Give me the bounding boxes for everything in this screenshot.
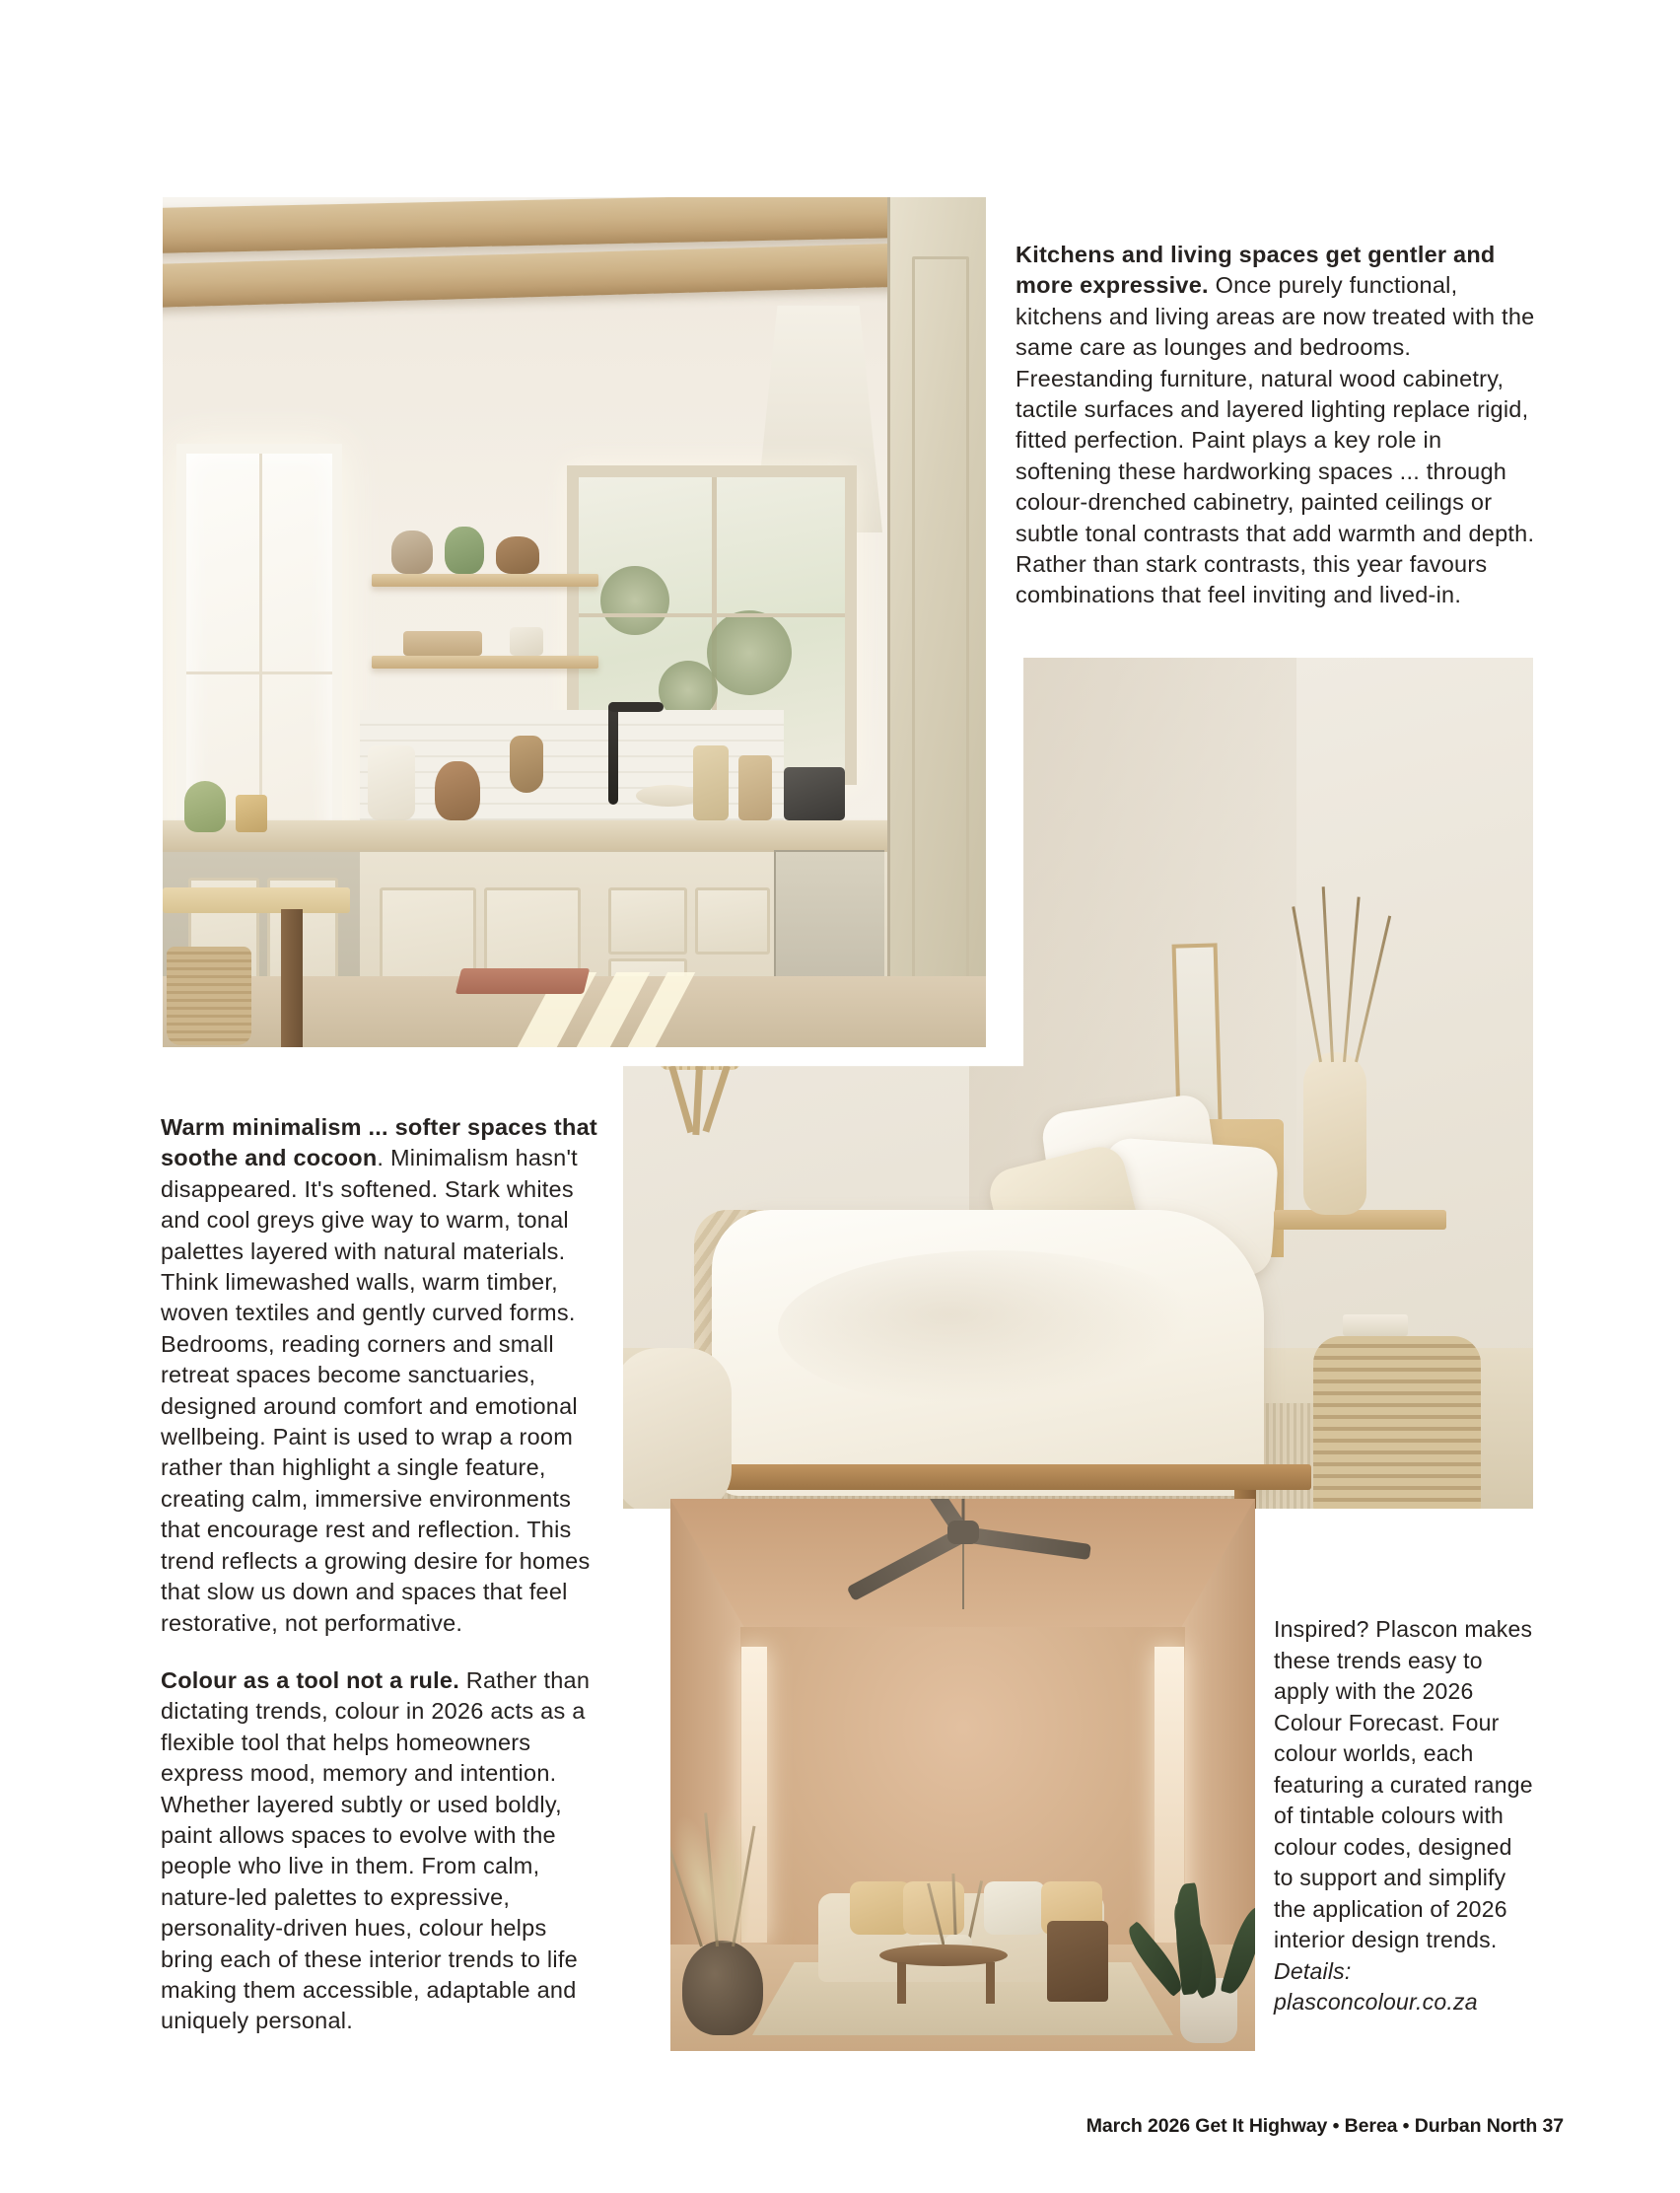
side-stool: [1047, 1921, 1108, 2002]
shelf-pot: [496, 536, 539, 574]
kitchen-shelf: [372, 574, 598, 587]
details-url[interactable]: plasconcolour.co.za: [1274, 1989, 1478, 2015]
lead-in-warm-minimalism: Warm minimalism ... softer spaces that soothe and cocoon: [161, 1114, 597, 1171]
body-kitchens: Once purely functional, kitchens and living areas are now treated with the same care as lounges and bedrooms. Freestanding furniture, natural wood cabinetry, tactile surfaces and layered lighting replace rigid, fitted perfection. Paint plays a key role in softening these hardworking spaces ... through colour-drenched cabinetry, painted ceilings or subtle tonal contrasts that add warmth and depth. Rather than stark contrasts, this year favours combinations that feel inviting and lived-in.: [1015, 272, 1535, 608]
paragraph-inspired: [1274, 1614, 1534, 2018]
nightstand-shelf: [1274, 1210, 1446, 1230]
details-label: Details:: [1274, 1957, 1352, 1984]
bed-frame: [680, 1464, 1311, 1490]
body-inspired: Inspired? Plascon makes these trends easy to apply with the 2026 Colour Forecast. Four colour worlds, each featuring a curated range of tintable colours with colour codes, designed to support and simplify the application of 2026 interior design trends.: [1274, 1616, 1533, 1952]
knife-block: [738, 755, 772, 820]
floor-vase-large: [682, 1941, 763, 2035]
kitchen-rug: [455, 968, 590, 994]
shelf-jar: [510, 627, 543, 656]
counter-jug: [435, 761, 480, 820]
counter-jar: [236, 795, 267, 832]
window-foliage: [707, 610, 792, 695]
table-leg: [281, 909, 303, 1047]
ceiling-fan-pull-chain: [962, 1544, 964, 1609]
table-leg: [986, 1962, 995, 2004]
page-footer: March 2026 Get It Highway • Berea • Durban North 37: [1085, 2115, 1564, 2137]
kitchen-faucet: [608, 702, 618, 805]
table-leg: [897, 1962, 906, 2004]
cabinet-drawer: [608, 887, 687, 955]
counter-vase: [368, 745, 415, 820]
utensil-crock: [693, 745, 729, 820]
ceiling-fan-hub: [947, 1521, 979, 1544]
paragraph-kitchens: [1015, 240, 1535, 611]
cabinet-drawer: [695, 887, 770, 955]
cutting-board: [510, 736, 543, 793]
stacked-books: [1343, 1314, 1408, 1336]
sidebar-inspired-plascon: [1274, 1614, 1534, 2018]
shelf-plant: [445, 527, 484, 574]
paragraph-warm-minimalism: [161, 1112, 604, 1639]
body-colour-tool: Rather than dictating trends, colour in 2026 acts as a flexible tool that helps homeowners express mood, memory and intention. Whether layered subtly or used boldly, paint allows spaces to evolve with the people who live in them. From calm, nature-led palettes to expressive, personality-driven hues, colour helps bring each of these interior trends to life making them accessible, adaptable and uniquely personal.: [161, 1666, 591, 2034]
toaster: [784, 767, 845, 820]
lead-in-kitchens: Kitchens and living spaces get gentler and more expressive.: [1015, 242, 1496, 299]
photo-kitchen: [163, 197, 986, 1047]
shelf-pot: [391, 531, 433, 574]
floor-vase: [1303, 1052, 1366, 1215]
sofa-cushion: [984, 1881, 1045, 1935]
duvet: [712, 1210, 1264, 1496]
lead-in-colour-tool: Colour as a tool not a rule.: [161, 1666, 459, 1693]
woven-basket-side: [1313, 1336, 1481, 1509]
photo-living-room: [670, 1499, 1255, 2051]
sofa-cushion: [850, 1881, 911, 1935]
round-pouf: [623, 1348, 732, 1509]
counter-bowl: [636, 785, 701, 807]
article-kitchens-spaces: [1015, 240, 1535, 611]
window-plant: [184, 781, 226, 832]
paragraph-colour-tool: [161, 1665, 604, 2037]
article-warm-minimalism: [161, 1112, 604, 2037]
kitchen-table: [163, 887, 350, 913]
window-foliage: [600, 566, 669, 635]
kitchen-shelf: [372, 656, 598, 669]
kitchen-tall-cabinet: [887, 197, 986, 1047]
kitchen-countertop: [163, 820, 986, 850]
faucet-spout: [608, 702, 664, 712]
woven-basket: [167, 947, 251, 1045]
body-warm-minimalism: . Minimalism hasn't disappeared. It's softened. Stark whites and cool greys give way to warm, tonal palettes layered with natural materials. Think limewashed walls, warm timber, woven textiles and gently curved forms. Bedrooms, reading corners and small retreat spaces become sanctuaries, designed around comfort and emotional wellbeing. Paint is used to wrap a room rather than highlight a single feature, creating calm, immersive environments that encourage rest and reflection. This trend reflects a growing desire for homes that slow us down and spaces that feel restorative, not performative.: [161, 1145, 591, 1636]
shelf-plates: [403, 631, 482, 656]
